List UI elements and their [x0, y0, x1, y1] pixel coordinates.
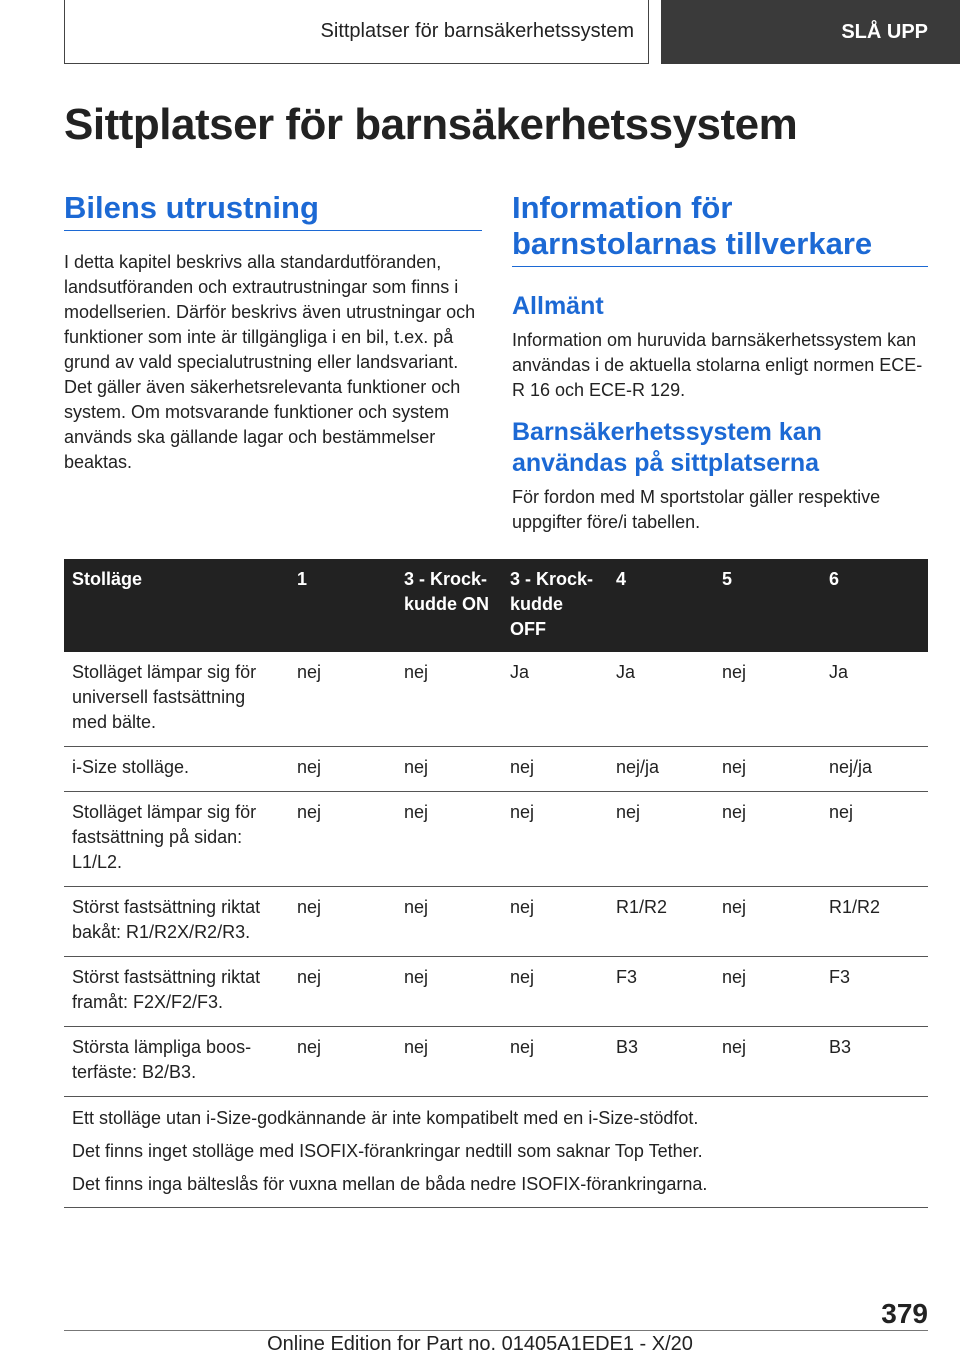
table-cell: B3: [821, 1027, 928, 1097]
vehicle-equipment-text: I detta kapitel beskrivs alla standardutföranden, landsutföranden och extrautrustningar som finns i modellserien. Därför beskrivs även utrustningar och funktioner som inte är tillgängliga i en bil, t.ex. på grund av vald specialutrustning eller landsvariant. Det gäller även säkerhetsrelevanta funktioner och system. Om motsvarande funktioner och system används ska gällande lagar och bestämmelser beaktas.: [64, 252, 476, 472]
table-cell: nej: [502, 792, 608, 887]
table-cell: B3: [608, 1027, 714, 1097]
table-cell: nej: [714, 747, 821, 792]
table-cell: nej: [502, 1027, 608, 1097]
table-cell: Största lämpliga boosterfäste: B2/B3.: [64, 1027, 289, 1097]
footer-edition-text: Online Edition for Part no. 01405A1EDE1 - X/20: [267, 1333, 693, 1355]
table-cell: nej: [714, 887, 821, 957]
table-notes: [64, 1097, 928, 1208]
table-row: [64, 1027, 928, 1097]
table-cell: Ja: [502, 652, 608, 747]
table-cell: nej: [396, 957, 502, 1027]
table-cell: nej: [608, 792, 714, 887]
column-header: 1: [289, 559, 396, 652]
table-cell: nej: [502, 957, 608, 1027]
column-header: 3 - Krockkudde OFF: [502, 559, 608, 652]
table-cell: nej: [289, 957, 396, 1027]
table-cell: i-Size stolläge.: [64, 747, 289, 792]
table-row: [64, 957, 928, 1027]
table-cell: nej: [502, 887, 608, 957]
heading-vehicle-equipment: Bilens utrustning: [64, 190, 482, 231]
heading-manufacturer-info: Information för barnstolarnas tillverkare: [512, 190, 928, 267]
table-cell: nej: [821, 792, 928, 887]
page-title: Sittplatser för barnsäkerhetssystem: [64, 100, 798, 149]
table-cell: Ja: [608, 652, 714, 747]
table-notes-row: [64, 1097, 928, 1208]
table-cell: R1/R2: [608, 887, 714, 957]
table-cell: Stolläget lämpar sig för fastsättning på sidan: L1/L2.: [64, 792, 289, 887]
table-cell: nej: [396, 747, 502, 792]
table-cell: nej: [396, 792, 502, 887]
table-cell: nej: [502, 747, 608, 792]
table-cell: F3: [608, 957, 714, 1027]
table-cell: nej: [396, 1027, 502, 1097]
table-row: [64, 887, 928, 957]
table-cell: nej: [714, 1027, 821, 1097]
general-text: Information om huruvida barnsäkerhetssystem kan användas i de aktuella stolarna enligt normen ECE-R 16 och ECE-R 129.: [512, 330, 923, 400]
table-cell: nej: [396, 887, 502, 957]
table-cell: nej: [714, 792, 821, 887]
seat-position-table: [64, 559, 928, 1208]
table-cell: Störst fastsättning riktat bakåt: R1/R2X/R2/R3.: [64, 887, 289, 957]
heading-general: Allmänt: [512, 292, 604, 320]
table-cell: nej: [289, 747, 396, 792]
table-row: [64, 747, 928, 792]
table-header-row: [64, 559, 928, 652]
column-header: Stolläge: [64, 559, 289, 652]
table-note: Ett stolläge utan i-Size-godkännande är inte kompatibelt med en i-Size-stödfot.: [72, 1108, 699, 1128]
table-cell: nej: [289, 652, 396, 747]
table-cell: nej: [396, 652, 502, 747]
lookup-button[interactable]: SLÅ UPP: [661, 0, 960, 64]
table-cell: nej: [714, 652, 821, 747]
column-header: 6: [821, 559, 928, 652]
column-header: 5: [714, 559, 821, 652]
table-cell: nej/ja: [608, 747, 714, 792]
footer-divider: [64, 1330, 928, 1331]
table-row: [64, 652, 928, 747]
table-note: Det finns inga bälteslås för vuxna mellan de båda nedre ISOFIX-förankringarna.: [72, 1174, 708, 1194]
table-cell: Störst fastsättning riktat framåt: F2X/F2/F3.: [64, 957, 289, 1027]
table-cell: nej: [289, 1027, 396, 1097]
table-cell: nej: [714, 957, 821, 1027]
table-cell: nej/ja: [821, 747, 928, 792]
left-column: [64, 190, 482, 475]
table-cell: Stolläget lämpar sig för universell fastsättning med bälte.: [64, 652, 289, 747]
table-row: [64, 792, 928, 887]
header-section-title: Sittplatser för barnsäkerhetssystem: [64, 0, 649, 64]
heading-usable-seats: Barnsäkerhetssystem kan användas på sittplatserna: [512, 418, 822, 477]
right-column: [512, 190, 928, 535]
column-header: 3 - Krockkudde ON: [396, 559, 502, 652]
table-cell: Ja: [821, 652, 928, 747]
table-cell: nej: [289, 887, 396, 957]
usable-seats-text: För fordon med M sportstolar gäller respektive uppgifter före/i tabellen.: [512, 487, 881, 532]
table-cell: F3: [821, 957, 928, 1027]
table-cell: nej: [289, 792, 396, 887]
page-number: 379: [881, 1298, 928, 1329]
column-header: 4: [608, 559, 714, 652]
table-cell: R1/R2: [821, 887, 928, 957]
table-note: Det finns inget stolläge med ISOFIX-förankringar nedtill som saknar Top Tether.: [72, 1141, 703, 1161]
